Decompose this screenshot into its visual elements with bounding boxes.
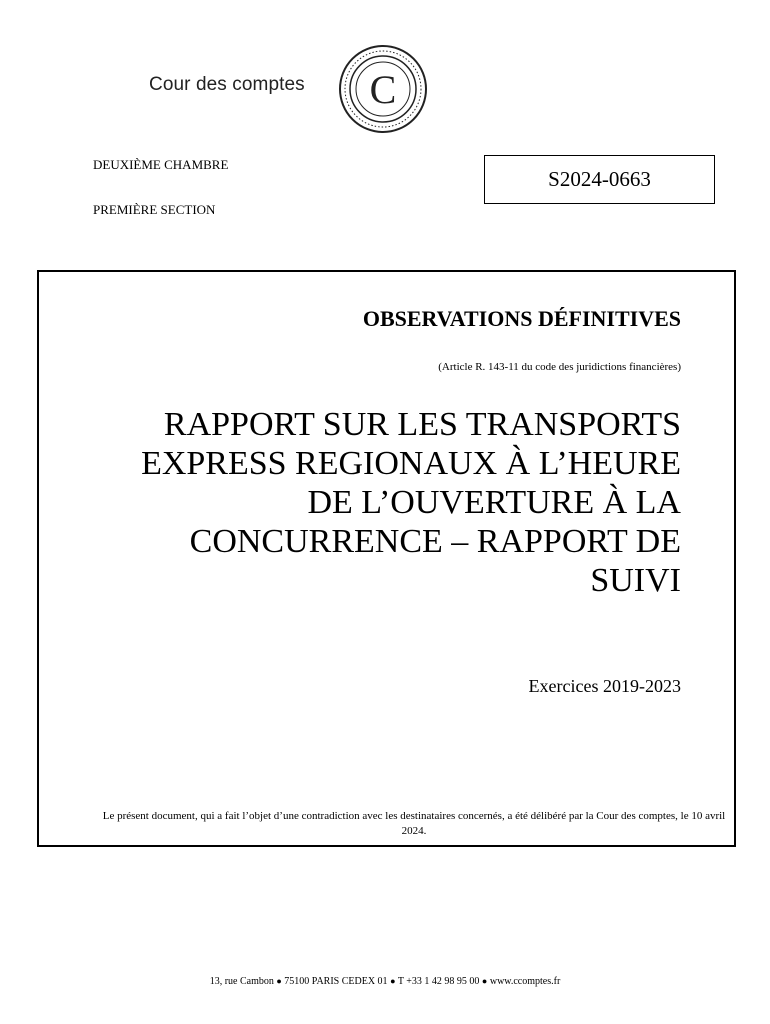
report-title-line: DE L’OUVERTURE À LA — [307, 484, 681, 521]
report-title-line: RAPPORT SUR LES TRANSPORTS — [163, 406, 681, 443]
deliberation-notice: Le présent document, qui a fait l’objet d’une contradiction avec les destinataires concernés, a été délibéré par la Cour des comptes, le 10 avril 2024. — [102, 810, 726, 837]
report-title-line: EXPRESS REGIONAUX À L’HEURE — [141, 445, 681, 482]
footer-street: 13, rue Cambon — [209, 976, 274, 987]
article-reference: (Article R. 143-11 du code des juridictions financières) — [438, 361, 681, 373]
report-title-line: CONCURRENCE – RAPPORT DE — [189, 523, 681, 560]
reference-number: S2024-0663 — [548, 167, 651, 191]
footer-city: 75100 PARIS CEDEX 01 — [284, 976, 388, 987]
seal-letter: C — [369, 67, 397, 112]
section-label: PREMIÈRE SECTION — [93, 202, 216, 217]
footer-phone: T +33 1 42 98 95 00 — [397, 976, 480, 987]
chamber-label: DEUXIÈME CHAMBRE — [93, 157, 229, 172]
footer-website[interactable]: www.ccomptes.fr — [489, 976, 561, 987]
reference-box — [484, 155, 715, 204]
exercises-period: Exercices 2019-2023 — [528, 676, 681, 696]
main-frame — [37, 270, 736, 847]
cour-des-comptes-seal-icon — [338, 44, 428, 134]
document-type-title: OBSERVATIONS DÉFINITIVES — [362, 306, 681, 331]
report-title — [61, 405, 681, 600]
report-title-line: SUIVI — [590, 562, 681, 599]
logo-text: Cour des comptes — [149, 74, 305, 95]
footer-address: 13, rue Cambon ● 75100 PARIS CEDEX 01 ● T +33 1 42 98 95 00 ● www.ccomptes.fr — [209, 976, 561, 987]
